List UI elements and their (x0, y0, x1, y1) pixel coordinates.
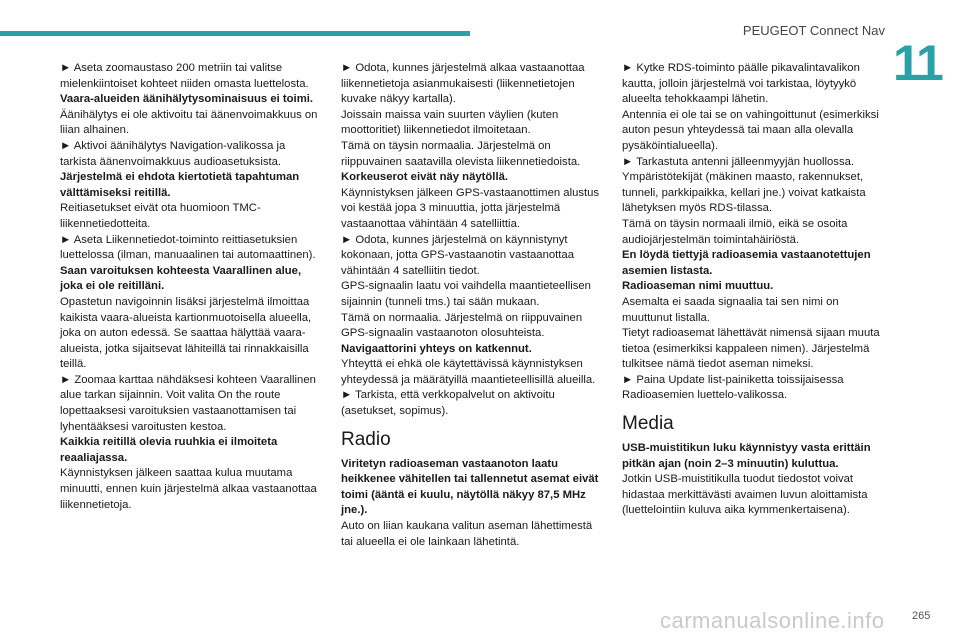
paragraph: Käynnistyksen jälkeen GPS-vastaanottimen alustus voi kestää jopa 3 minuuttia, jotta järjestelmä vastaanottaa vähintään 4 satelliittia. (341, 186, 600, 230)
question-heading: Saan varoituksen kohteesta Vaarallinen alue, joka ei ole reitilläni. (60, 264, 302, 293)
paragraph: Opastetun navigoinnin lisäksi järjestelmä ilmoittaa kaikista vaara-alueista kartionmuotoisella alueella, joka on auton edessä. Se saattaa hälyttää vaara-alueista, jotka sijaitsevat lähiteillä tai rinnakkaisilla teillä. (60, 295, 312, 371)
paragraph: ► Odota, kunnes järjestelmä alkaa vastaanottaa liikennetietoja asianmukaisesti (liikennetietojen kuvake näkyy kartalla). (341, 62, 585, 106)
question-heading: Järjestelmä ei ehdota kiertotietä tapahtuman välttämiseksi reitillä. (60, 171, 300, 199)
paragraph: Äänihälytys ei ole aktivoitu tai äänenvoimakkuus on liian alhainen. (60, 108, 318, 137)
paragraph: Käynnistyksen jälkeen saattaa kulua muutama minuutti, ennen kuin järjestelmä alkaa vastaanottaa liikennetietoja. (60, 467, 317, 511)
paragraph: ► Tarkista, että verkkopalvelut on aktivoitu (asetukset, sopimus). (341, 389, 555, 418)
section-heading: Media (622, 413, 674, 435)
paragraph: Yhteyttä ei ehkä ole käytettävissä käynnistyksen yhteydessä ja määrätyillä maantieteellisillä alueilla. (341, 358, 596, 386)
paragraph: Jotkin USB-muistitikulla tuodut tiedostot voivat hidastaa merkittävästi avaimen luvun aloittamista (luettelointiin kuluva aika kymmenkertaisena). (622, 473, 868, 517)
paragraph: ► Aktivoi äänihälytys Navigation-valikossa ja tarkista äänenvoimakkuus audioasetuksista. (60, 139, 286, 168)
question-heading: Vaara-alueiden äänihälytysominaisuus ei toimi. (60, 93, 314, 106)
column-1 (60, 61, 322, 513)
question-heading: Viritetyn radioaseman vastaanoton laatu heikkenee vähitellen tai tallennetut asemat eivät toimi (ääntä ei kuulu, näytöllä näkyy 87,5 MHz jne.). (341, 457, 599, 517)
paragraph: Reitiasetukset eivät ota huomioon TMC-liikennetiedotteita. (60, 202, 261, 230)
paragraph: ► Kytke RDS-toiminto päälle pikavalintavalikon kautta, jolloin järjestelmä voi tarkistaa, löytyykö alueelta tehokkaampi lähetin. (622, 62, 860, 106)
chapter-number: 11 (893, 35, 942, 91)
paragraph: ► Aseta Liikennetiedot-toiminto reittiasetuksien luettelossa (ilman, manuaalinen tai automaattinen). (60, 233, 316, 262)
question-heading: Radioaseman nimi muuttuu. (622, 280, 774, 293)
paragraph: Antennia ei ole tai se on vahingoittunut (esimerkiksi auton pesun yhteydessä tai maan alla olevalla pysäköintialueella). (622, 108, 879, 152)
paragraph: Ympäristötekijät (mäkinen maasto, rakennukset, tunneli, parkkipaikka, kellari jne.) voivat katkaista lähetyksen myös RDS-tilassa. (622, 171, 866, 215)
header-accent-bar (0, 31, 470, 36)
column-2 (341, 61, 603, 550)
question-heading: En löydä tiettyjä radioasemia vastaanotettujen asemien listasta. (622, 249, 871, 277)
paragraph: ► Zoomaa karttaa nähdäksesi kohteen Vaarallinen alue tarkan sijainnin. Voit valita On the route lopettaaksesi varoituksien vastaanottamisen tai lyhentääksesi varoitusten kestoa. (60, 373, 316, 433)
paragraph: Tietyt radioasemat lähettävät nimensä sijaan muuta tietoa (esimerkiksi kappaleen nimen). Järjestelmä tulkitsee nämä tiedot aseman nimeksi. (622, 327, 880, 371)
page-number: 265 (912, 610, 931, 622)
column-3 (622, 61, 884, 519)
question-heading: USB-muistitikun luku käynnistyy vasta erittäin pitkän ajan (noin 2–3 minuutin) kuluttua. (622, 442, 871, 470)
question-heading: Korkeuserot eivät näy näytöllä. (341, 171, 509, 184)
watermark: carmanualsonline.info (660, 608, 885, 633)
section-heading: Radio (341, 428, 391, 450)
paragraph: ► Paina Update list-painiketta toissijaisessa Radioasemien luettelo-valikossa. (622, 373, 844, 402)
paragraph: Asemalta ei saada signaalia tai sen nimi on muuttunut listalla. (622, 295, 839, 324)
paragraph: ► Tarkastuta antenni jälleenmyyjän huollossa. (622, 155, 855, 168)
paragraph: Tämä on täysin normaalia. Järjestelmä on riippuvainen saatavilla olevista liikennetiedoista. (341, 139, 581, 168)
header-title: PEUGEOT Connect Nav (742, 23, 885, 38)
paragraph: Auto on liian kaukana valitun aseman lähettimestä tai alueella ei ole lainkaan lähetintä. (341, 520, 593, 548)
paragraph: ► Aseta zoomaustaso 200 metriin tai valitse mielenkiintoiset kohteet niiden omasta luettelosta. (60, 62, 309, 90)
paragraph: Tämä on normaalia. Järjestelmä on riippuvainen GPS-signaalin vastaanoton olosuhteista. (341, 311, 583, 340)
paragraph: Joissain maissa vain suurten väylien (kuten moottoritiet) liikennetiedot ilmoitetaan. (341, 108, 559, 137)
paragraph: GPS-signaalin laatu voi vaihdella maantieteellisen sijainnin (tunneli tms.) tai sään mukaan. (341, 280, 591, 308)
question-heading: Kaikkia reitillä olevia ruuhkia ei ilmoiteta reaaliajassa. (60, 436, 278, 464)
question-heading: Navigaattorini yhteys on katkennut. (341, 342, 532, 355)
paragraph: ► Odota, kunnes järjestelmä on käynnistynyt kokonaan, jotta GPS-vastaanotin vastaanottaa vähintään 4 satelliitin tiedot. (341, 233, 574, 277)
paragraph: Tämä on täysin normaali ilmiö, eikä se osoita audiojärjestelmän toimintahäiriöstä. (622, 217, 848, 246)
